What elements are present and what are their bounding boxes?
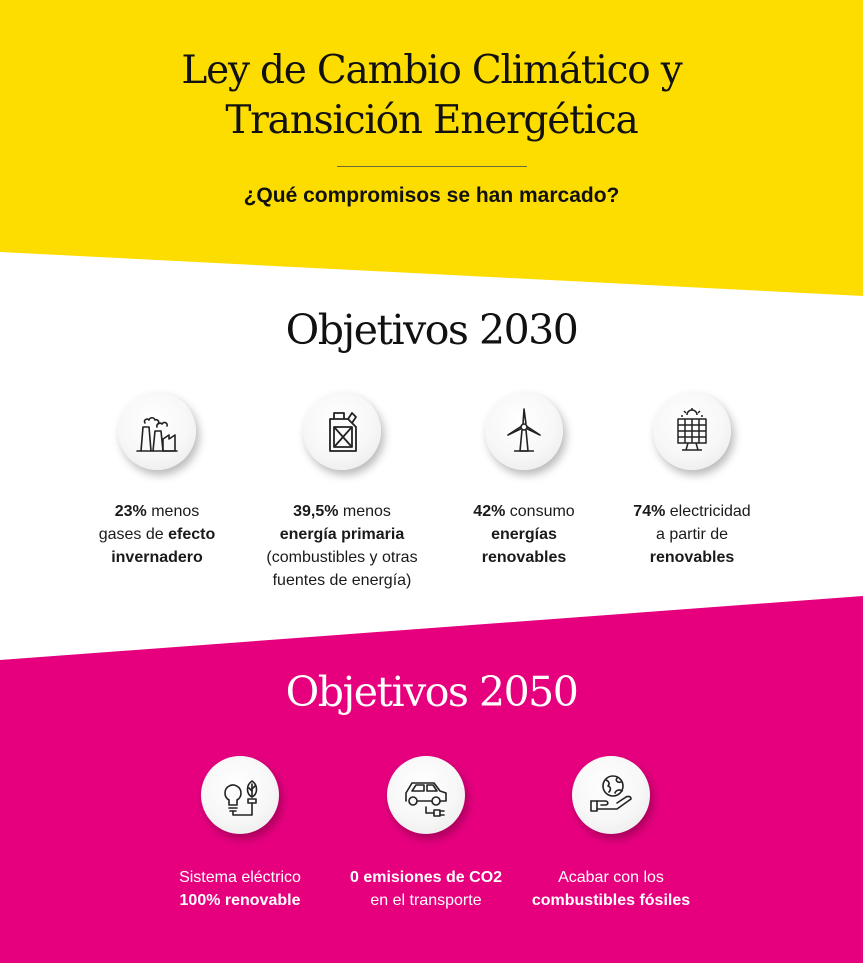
goal-2030-primary-energy-text: 39,5% menos energía primaria (combustibles y otras fuentes de energía) (266, 503, 418, 589)
page-subtitle: ¿Qué compromisos se han marcado? (243, 184, 620, 207)
goal-2050-fossil-fuels (521, 756, 701, 912)
bulb-leaf-icon-badge (201, 756, 279, 834)
yellow-band (0, 0, 863, 296)
hand-globe-icon (587, 771, 635, 819)
bulb-leaf-icon (216, 771, 264, 819)
goal-2030-primary-energy (252, 392, 432, 592)
heading-2030: Objetivos 2030 (285, 306, 578, 354)
heading-2050: Objetivos 2050 (285, 668, 578, 716)
goal-2030-emissions-text: 23% menos gases de efecto invernadero (98, 503, 216, 566)
solar-panel-icon (668, 407, 716, 455)
goal-2030-renewable-electricity (602, 392, 782, 569)
goal-2030-emissions (67, 392, 247, 569)
fuel-canister-icon-badge (303, 392, 381, 470)
factory-icon (133, 407, 181, 455)
goal-2050-zero-emissions (336, 756, 516, 912)
electric-car-icon (402, 771, 450, 819)
hand-globe-icon-badge (572, 756, 650, 834)
page-title: Ley de Cambio Climático y Transición Energética (181, 48, 682, 143)
wind-turbine-icon-badge (485, 392, 563, 470)
factory-icon-badge (118, 392, 196, 470)
solar-panel-icon-badge (653, 392, 731, 470)
title-divider (337, 166, 527, 167)
goal-2050-electric-system-text: Sistema eléctrico 100% renovable (179, 869, 301, 909)
goal-2030-renewable-consumption (434, 392, 614, 569)
goal-2030-renewable-consumption-text: 42% consumo energías renovables (473, 503, 575, 566)
fuel-canister-icon (318, 407, 366, 455)
goal-2050-electric-system (150, 756, 330, 912)
goal-2030-renewable-electricity-text: 74% electricidad a partir de renovables (633, 503, 751, 566)
electric-car-icon-badge (387, 756, 465, 834)
goal-2050-fossil-fuels-text: Acabar con los combustibles fósiles (531, 869, 691, 909)
goal-2050-zero-emissions-text: 0 emisiones de CO2 en el transporte (349, 869, 503, 909)
wind-turbine-icon (500, 407, 548, 455)
